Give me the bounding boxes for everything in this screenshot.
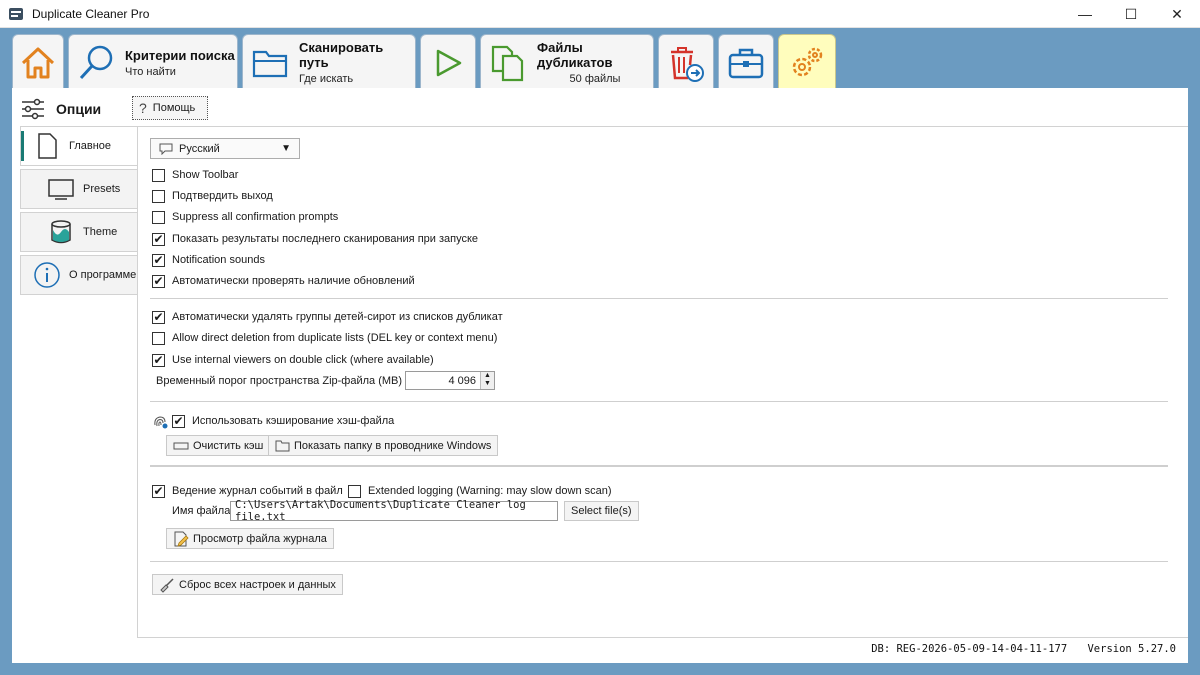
log-edit-icon [173,531,189,547]
speech-bubble-icon [159,143,173,155]
checkbox-box[interactable]: ✔ [153,274,164,288]
sidebar-item-label: Главное [69,140,112,152]
magnifier-icon [77,43,117,83]
sidebar-item-theme[interactable] [20,212,138,252]
tab-sublabel: Что найти [125,65,176,78]
checkbox-label: Использовать кэширование хэш-файла [192,415,395,427]
tab-options[interactable] [778,34,836,90]
select-file-label: Select file(s) [571,505,632,517]
checkbox-label: Suppress all confirmation prompts [172,211,339,223]
help-button[interactable] [132,96,208,120]
sidebar-item-about[interactable] [20,255,138,295]
checkbox-box[interactable] [348,485,361,498]
tab-scan-path[interactable] [242,34,416,90]
tab-search-criteria[interactable] [68,34,238,90]
home-icon [18,43,58,83]
checkbox-label: Показать результаты последнего сканирования при запуске [172,233,479,245]
tab-tools[interactable] [718,34,774,90]
sidebar-item-label: Theme [83,226,118,238]
minimize-icon[interactable]: — [1078,6,1092,22]
auto-update-checkbox[interactable] [152,272,415,290]
options-header [20,96,101,122]
tab-duplicate-files[interactable] [480,34,654,90]
question-icon: ? [139,100,147,116]
version-info: Version 5.27.0 [1087,643,1176,655]
log-filename-value: C:\Users\Artak\Documents\Duplicate Cleaner log file.txt [235,499,526,523]
zip-threshold-label: Временный порог пространства Zip-файла (MB) [156,375,403,387]
sidebar-item-presets[interactable] [20,169,138,209]
show-toolbar-checkbox[interactable] [152,166,238,184]
direct-deletion-checkbox[interactable] [152,329,497,347]
log-to-file-checkbox[interactable] [152,482,343,500]
select-file-button[interactable] [564,501,639,521]
window-title: Duplicate Cleaner Pro [32,6,150,21]
checkbox-box[interactable] [152,190,165,203]
checkbox-label: Подтвердить выход [172,190,273,202]
confirm-exit-checkbox[interactable] [152,187,273,205]
tab-label: Сканировать путь [299,40,384,70]
help-label: Помощь [152,102,196,114]
checkbox-box[interactable] [152,332,165,345]
tab-file-removal[interactable] [658,34,714,90]
tab-sublabel: 50 файлы [569,73,621,85]
language-select[interactable] [150,138,300,159]
checkbox-label: Show Toolbar [172,169,239,181]
show-last-scan-checkbox[interactable] [152,230,478,248]
reset-all-button[interactable] [152,574,343,595]
maximize-icon[interactable]: ☐ [1124,5,1138,22]
checkbox-label: Автоматически проверять наличие обновлений [172,275,415,287]
reset-label: Сброс всех настроек и данных [179,578,336,591]
general-options-panel [137,126,1188,638]
sidebar-item-label: Presets [83,183,121,195]
app-icon [8,6,24,22]
checkbox-box[interactable]: ✔ [153,253,164,267]
zip-threshold-value: 4 096 [448,374,476,387]
checkbox-label: Ведение журнал событий в файл [172,485,343,497]
eraser-icon [173,441,189,451]
broom-icon [159,577,175,593]
view-log-label: Просмотр файла журнала [193,532,327,545]
info-icon [33,261,61,289]
tab-label: Файлы дубликатов [537,40,613,70]
title-bar [0,0,1200,28]
folder-icon [251,43,291,83]
checkbox-box[interactable]: ✔ [153,353,164,367]
clear-cache-label: Очистить кэш [193,439,264,452]
language-value: Русский [179,142,220,155]
section-divider [150,401,1168,402]
sliders-icon [20,97,46,121]
show-folder-label: Показать папку в проводнике Windows [294,439,492,452]
folder-icon [275,440,290,452]
filename-label: Имя файла [172,505,231,517]
monitor-icon [47,175,75,203]
spinner-arrows-icon[interactable]: ▲ ▼ [480,372,494,389]
options-page [12,88,1188,663]
sidebar-item-general[interactable] [20,126,138,166]
remove-orphans-checkbox[interactable] [152,308,503,326]
checkbox-label: Allow direct deletion from duplicate lists (DEL key or context menu) [172,332,498,344]
extended-logging-checkbox[interactable] [348,482,612,500]
tab-start-scan[interactable] [420,34,476,90]
fingerprint-icon [152,413,168,429]
status-bar [857,643,1176,655]
window-controls [1062,0,1200,28]
paint-bucket-icon [47,218,75,246]
suppress-prompts-checkbox[interactable] [152,208,338,226]
checkbox-label: Use internal viewers on double click (where available) [172,354,434,366]
page-title: Опции [56,101,102,117]
checkbox-box[interactable]: ✔ [173,414,184,428]
section-divider [150,561,1168,562]
section-divider [150,465,1168,467]
sidebar-item-label: О программе [69,269,137,281]
tab-label: Критерии поиска [125,47,235,63]
checkbox-box[interactable] [152,169,165,182]
chevron-down-icon: ▼ [281,143,291,154]
hash-cache-checkbox[interactable] [172,412,394,430]
checkbox-label: Notification sounds [172,254,265,266]
log-filename-field[interactable] [230,501,558,521]
show-cache-folder-button[interactable] [268,435,498,456]
clear-cache-button[interactable] [166,435,270,456]
checkbox-box[interactable]: ✔ [153,310,164,324]
internal-viewers-checkbox[interactable] [152,351,434,369]
checkbox-box[interactable] [152,211,165,224]
play-icon [428,43,468,83]
options-sidebar [20,126,138,298]
gears-icon [787,43,827,83]
section-divider [150,298,1168,299]
tab-home[interactable] [12,34,64,90]
trash-arrow-icon [666,43,706,83]
tab-sublabel: Где искать [299,73,354,85]
document-icon [33,132,61,160]
checkbox-label: Автоматически удалять группы детей-сирот из списков дубликат [172,311,503,323]
zip-threshold-spinner[interactable] [405,371,495,390]
close-icon[interactable]: ✕ [1171,5,1183,22]
db-info: DB: REG-2026-05-09-14-04-11-177 [871,643,1068,655]
main-toolbar [0,28,1200,88]
notification-sounds-checkbox[interactable] [152,251,265,269]
toolbox-icon [726,43,766,83]
checkbox-label: Extended logging (Warning: may slow down scan) [368,485,612,497]
duplicate-files-icon [489,43,529,83]
view-log-button[interactable] [166,528,334,549]
checkbox-box[interactable]: ✔ [153,484,164,498]
checkbox-box[interactable]: ✔ [153,232,164,246]
